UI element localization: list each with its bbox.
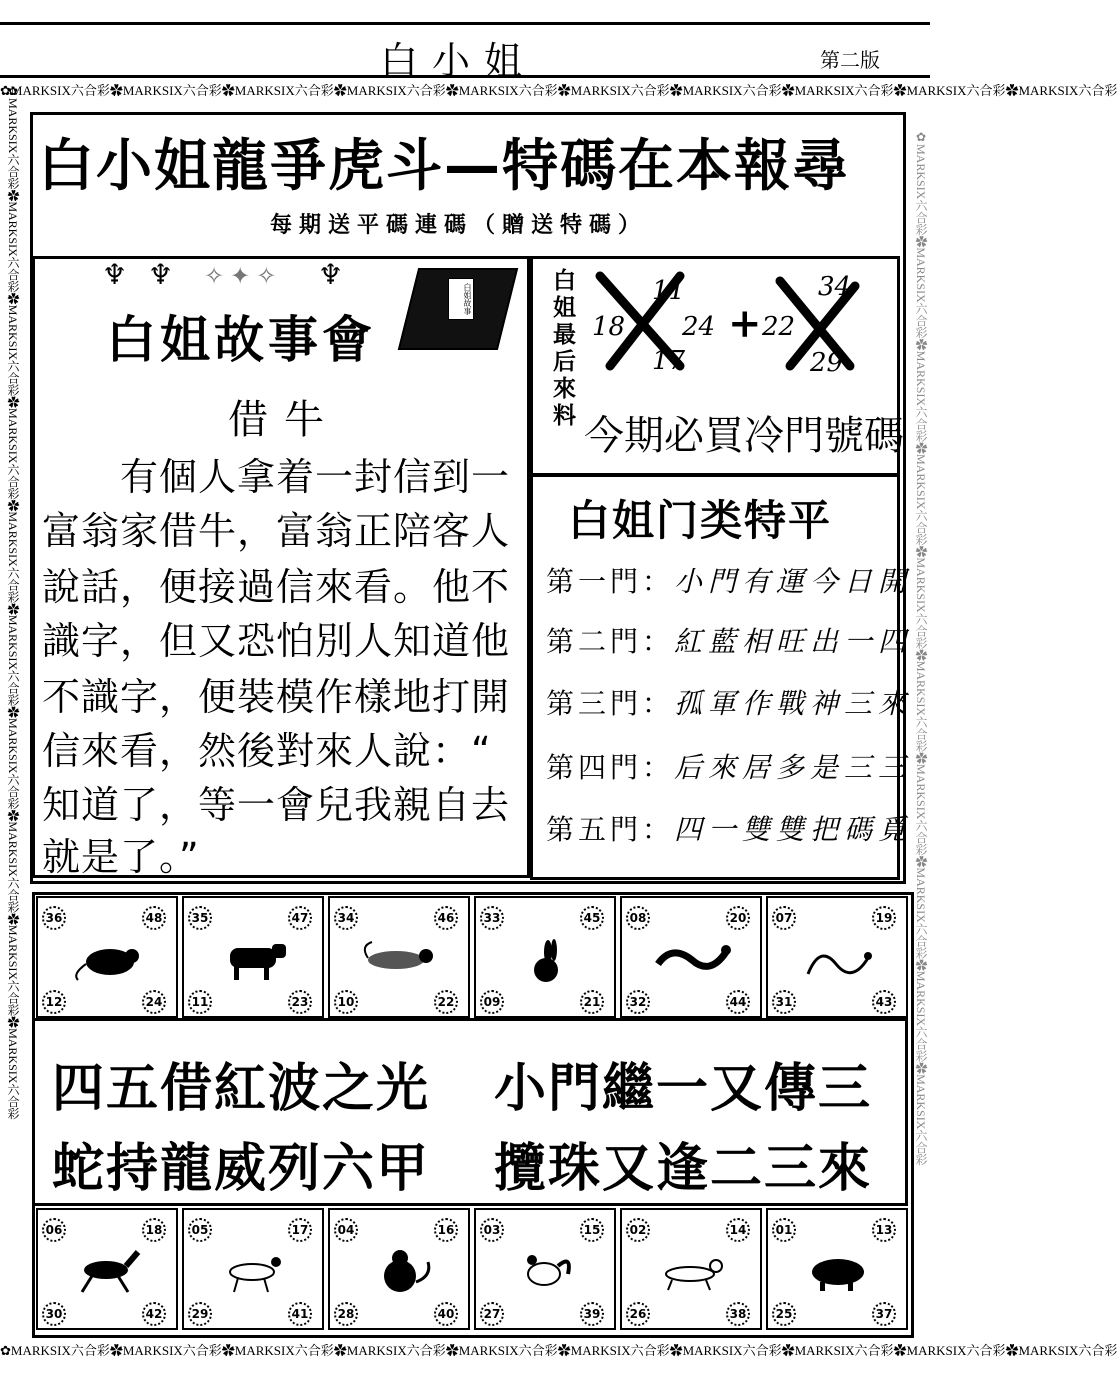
gate-row <box>546 746 912 786</box>
number-badge: 11 <box>188 990 212 1014</box>
subhead: 每期送平碼連碼（贈送特碼） <box>270 213 648 238</box>
story-line: 說話，便接過信來看。他不 <box>42 565 511 609</box>
number-badge: 19 <box>872 906 896 930</box>
gate-label: 第四門： <box>546 751 675 784</box>
gate-label: 第一門： <box>546 565 675 598</box>
zodiac-cell <box>474 1208 616 1330</box>
number-badge: 25 <box>772 1302 796 1326</box>
pig-icon <box>798 1246 878 1296</box>
gate-text: 后來居多是三三 <box>674 751 913 784</box>
gates-title: 白姐门类特平 <box>568 496 833 545</box>
number-badge: 24 <box>142 990 166 1014</box>
poem-line: 四五借紅波之光 <box>52 1059 431 1119</box>
zodiac-cell <box>36 1208 178 1330</box>
number-badge: 40 <box>434 1302 458 1326</box>
zodiac-cell <box>182 1208 324 1330</box>
number-badge: 36 <box>42 906 66 930</box>
handwritten-number: 34 <box>818 272 852 302</box>
tulip-icon: ♆ <box>102 258 128 291</box>
number-badge: 08 <box>626 906 650 930</box>
handwritten-number: 18 <box>592 312 626 342</box>
number-badge: 07 <box>772 906 796 930</box>
number-badge: 47 <box>288 906 312 930</box>
number-badge: 39 <box>580 1302 604 1326</box>
zodiac-cell <box>328 896 470 1018</box>
rooster-icon <box>506 1246 586 1296</box>
number-badge: 33 <box>480 906 504 930</box>
story-line: 信來看，然後對來人說：“ <box>42 729 492 773</box>
number-badge: 48 <box>142 906 166 930</box>
dog-icon <box>652 1246 732 1296</box>
number-badge: 04 <box>334 1218 358 1242</box>
poem-line: 攬珠又逢二三來 <box>494 1139 873 1199</box>
story-line: 有個人拿着一封信到一 <box>120 455 511 499</box>
masthead-title: 白小姐 <box>380 39 537 83</box>
poem-line: 小門繼一又傳三 <box>494 1059 873 1119</box>
prediction-banner: 今期必買冷門號碼 <box>584 413 904 459</box>
marksix-strip-right: ✿MARKSIX六合彩✿MARKSIX六合彩✿MARKSIX六合彩✿MARKSIX六合彩✿MARKSIX六合彩✿MARKSIX六合彩✿MARKSIX六合彩✿MARKSIX六合彩✿MARKSIX六合彩✿MARKSIX六合彩 <box>914 130 928 1166</box>
gate-row <box>546 560 912 600</box>
handwritten-number: 24 <box>682 312 716 342</box>
number-badge: 02 <box>626 1218 650 1242</box>
prediction-vertical-label: 白姐最后來料 <box>549 268 575 430</box>
number-badge: 43 <box>872 990 896 1014</box>
number-badge: 30 <box>42 1302 66 1326</box>
zodiac-cell <box>620 896 762 1018</box>
book-label: 白姐故事 <box>448 278 474 320</box>
gate-row <box>546 808 912 848</box>
goat-icon <box>214 1246 294 1296</box>
gate-label: 第二門： <box>546 625 675 658</box>
number-badge: 14 <box>726 1218 750 1242</box>
number-badge: 44 <box>726 990 750 1014</box>
number-badge: 31 <box>772 990 796 1014</box>
story-line: 就是了。” <box>42 835 200 879</box>
tulip-icon: ♆ <box>318 258 344 291</box>
gate-text: 四一雙雙把碼覓 <box>674 813 913 846</box>
story-title: 借牛 <box>228 397 340 443</box>
number-badge: 17 <box>288 1218 312 1242</box>
gate-text: 孤軍作戰神三來 <box>674 687 913 720</box>
number-badge: 42 <box>142 1302 166 1326</box>
number-badge: 45 <box>580 906 604 930</box>
number-badge: 15 <box>580 1218 604 1242</box>
number-badge: 23 <box>288 990 312 1014</box>
edition-label: 第二版 <box>820 48 880 72</box>
zodiac-cell <box>766 896 908 1018</box>
marksix-strip-top: ✿MARKSIX六合彩✿MARKSIX六合彩✿MARKSIX六合彩✿MARKSIX六合彩✿MARKSIX六合彩✿MARKSIX六合彩✿MARKSIX六合彩✿MARKSIX六合彩✿MARKSIX六合彩✿MARKSIX六合彩 <box>0 83 1117 98</box>
marksix-strip-bottom: ✿MARKSIX六合彩✿MARKSIX六合彩✿MARKSIX六合彩✿MARKSIX六合彩✿MARKSIX六合彩✿MARKSIX六合彩✿MARKSIX六合彩✿MARKSIX六合彩✿MARKSIX六合彩✿MARKSIX六合彩 <box>0 1343 1117 1358</box>
zodiac-cell <box>182 896 324 1018</box>
story-line: 富翁家借牛，富翁正陪客人 <box>42 509 511 553</box>
number-badge: 34 <box>334 906 358 930</box>
monkey-icon <box>360 1246 440 1296</box>
number-badge: 06 <box>42 1218 66 1242</box>
gate-row <box>546 620 912 660</box>
number-badge: 26 <box>626 1302 650 1326</box>
rabbit-icon <box>506 934 586 984</box>
story-line: 不識字，便裝模作樣地打開 <box>42 675 511 719</box>
rat-icon <box>68 934 148 984</box>
number-badge: 20 <box>726 906 750 930</box>
number-badge: 32 <box>626 990 650 1014</box>
marksix-strip-left: ✿MARKSIX六合彩✿MARKSIX六合彩✿MARKSIX六合彩✿MARKSIX六合彩✿MARKSIX六合彩✿MARKSIX六合彩✿MARKSIX六合彩✿MARKSIX六合彩✿MARKSIX六合彩✿MARKSIX六合彩 <box>6 84 20 1120</box>
number-badge: 10 <box>334 990 358 1014</box>
plus-sign: + <box>728 300 762 347</box>
zodiac-cell <box>766 1208 908 1330</box>
story-line: 知道了，等一會兒我親自去 <box>42 783 511 827</box>
ox-icon <box>214 934 294 984</box>
handwritten-number: 11 <box>652 276 686 306</box>
number-badge: 09 <box>480 990 504 1014</box>
sparkle-icon: ✧✦✧ <box>204 262 283 290</box>
headline: 白小姐龍爭虎斗—特碼在本報尋 <box>38 134 850 199</box>
number-badge: 46 <box>434 906 458 930</box>
gate-text: 小門有運今日開 <box>674 565 913 598</box>
number-badge: 28 <box>334 1302 358 1326</box>
dragon-icon <box>652 934 732 984</box>
number-badge: 01 <box>772 1218 796 1242</box>
number-badge: 41 <box>288 1302 312 1326</box>
number-badge: 13 <box>872 1218 896 1242</box>
horse-icon <box>68 1246 148 1296</box>
gate-label: 第三門： <box>546 687 675 720</box>
zodiac-cell <box>328 1208 470 1330</box>
zodiac-cell <box>36 896 178 1018</box>
handwritten-number: 29 <box>810 348 844 378</box>
number-badge: 03 <box>480 1218 504 1242</box>
number-badge: 29 <box>188 1302 212 1326</box>
gate-label: 第五門： <box>546 813 675 846</box>
handwritten-number: 17 <box>652 346 686 376</box>
number-badge: 27 <box>480 1302 504 1326</box>
poem-line: 蛇持龍威列六甲 <box>52 1139 431 1199</box>
number-badge: 22 <box>434 990 458 1014</box>
snake-icon <box>798 934 878 984</box>
story-line: 識字，但又恐怕別人知道他 <box>42 619 511 663</box>
number-badge: 37 <box>872 1302 896 1326</box>
zodiac-cell <box>620 1208 762 1330</box>
cross-marks <box>580 266 880 386</box>
gate-text: 紅藍相旺出一四 <box>674 625 913 658</box>
story-section-title: 白姐故事會 <box>106 311 376 369</box>
handwritten-number: 22 <box>762 312 796 342</box>
zodiac-cell <box>474 896 616 1018</box>
number-badge: 38 <box>726 1302 750 1326</box>
tiger-icon <box>360 934 440 984</box>
number-badge: 12 <box>42 990 66 1014</box>
gate-row <box>546 682 912 722</box>
number-badge: 18 <box>142 1218 166 1242</box>
number-badge: 35 <box>188 906 212 930</box>
number-badge: 16 <box>434 1218 458 1242</box>
number-badge: 05 <box>188 1218 212 1242</box>
number-badge: 21 <box>580 990 604 1014</box>
tulip-icon: ♆ <box>148 258 174 291</box>
